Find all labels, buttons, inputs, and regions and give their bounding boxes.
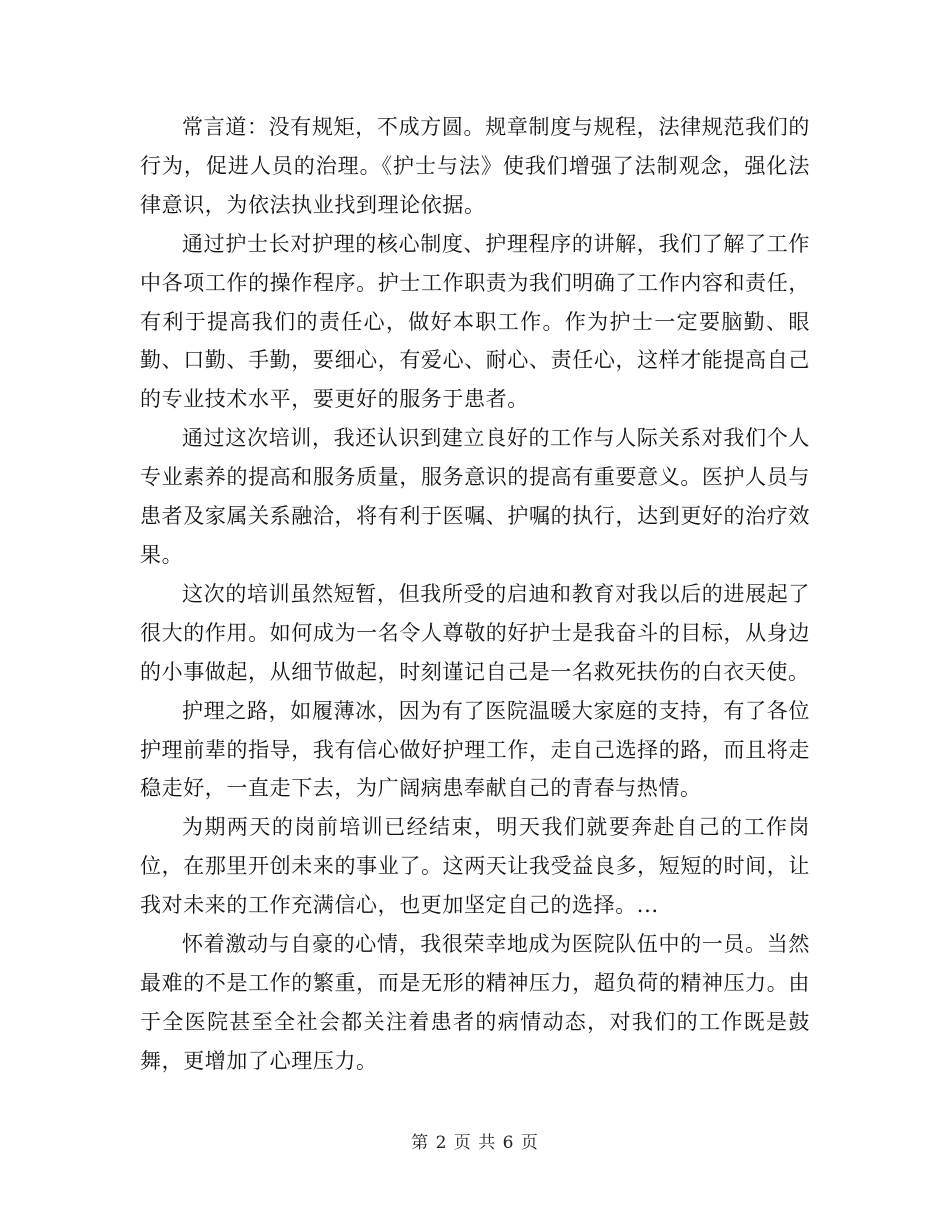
document-body <box>140 108 810 1081</box>
paragraph-3: 通过这次培训，我还认识到建立良好的工作与人际关系对我们个人专业素养的提高和服务质量，服务意识的提高有重要意义。医护人员与患者及家属关系融洽，将有利于医嘱、护嘱的执行，达到更好的治疗效果。 <box>140 426 810 567</box>
paragraph-2: 通过护士长对护理的核心制度、护理程序的讲解，我们了解了工作中各项工作的操作程序。护士工作职责为我们明确了工作内容和责任，有利于提高我们的责任心，做好本职工作。作为护士一定要脑勤、眼勤、口勤、手勤，要细心，有爱心、耐心、责任心，这样才能提高自己的专业技术水平，要更好的服务于患者。 <box>140 231 810 412</box>
paragraph-6: 为期两天的岗前培训已经结束，明天我们就要奔赴自己的工作岗位，在那里开创未来的事业了。这两天让我受益良多，短短的时间，让我对未来的工作充满信心，也更加坚定自己的选择。... <box>140 815 810 918</box>
page-number-footer: 第 2 页 共 6 页 <box>411 1133 539 1153</box>
paragraph-4: 这次的培训虽然短暂，但我所受的启迪和教育对我以后的进展起了很大的作用。如何成为一名令人尊敬的好护士是我奋斗的目标，从身边的小事做起，从细节做起，时刻谨记自己是一名救死扶伤的白衣天使。 <box>140 581 810 684</box>
paragraph-1: 常言道：没有规矩，不成方圆。规章制度与规程，法律规范我们的行为，促进人员的治理。《护士与法》使我们增强了法制观念，强化法律意识，为依法执业找到理论依据。 <box>140 115 810 217</box>
paragraph-7: 怀着激动与自豪的心情，我很荣幸地成为医院队伍中的一员。当然最难的不是工作的繁重，而是无形的精神压力，超负荷的精神压力。由于全医院甚至全社会都关注着患者的病情动态，对我们的工作既是鼓舞，更增加了心理压力。 <box>140 932 810 1073</box>
paragraph-5: 护理之路，如履薄冰，因为有了医院温暖大家庭的支持，有了各位护理前辈的指导，我有信心做好护理工作，走自己选择的路，而且将走稳走好，一直走下去，为广阔病患奉献自己的青春与热情。 <box>140 698 810 801</box>
